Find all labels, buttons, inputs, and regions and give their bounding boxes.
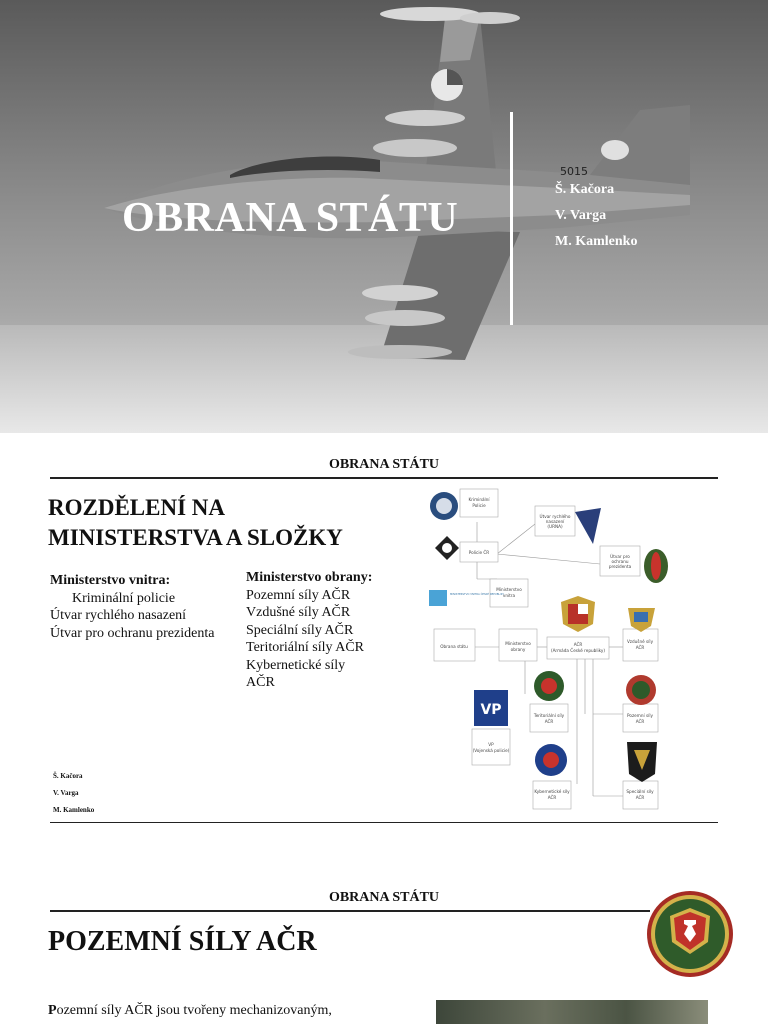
slide2-header: OBRANA STÁTU (328, 457, 440, 472)
box-ministerstvo-obrany: Ministerstvo (505, 641, 531, 646)
organization-diagram (425, 484, 675, 814)
box-teritorialni-sily: Teritoriální síly (533, 713, 565, 718)
vp-badge-text: VP (480, 702, 502, 718)
box-vzdusne-sily-2: AČR (635, 645, 645, 650)
box-urna-2: nasazení (545, 519, 565, 524)
interior-ministry-list (50, 572, 214, 642)
slide3-body-initial: P (48, 1003, 57, 1018)
pozemni-sily-badge-icon (646, 890, 734, 978)
slide2-title-line1: ROZDĚLENÍ NA (48, 495, 226, 520)
slide2-bottom-rule (50, 822, 718, 823)
box-ministerstvo-vnitra-2: vnitra (502, 593, 516, 598)
slide2-title-line2: MINISTERSTVA A SLOŽKY (48, 525, 343, 550)
slide3-header: OBRANA STÁTU (328, 890, 440, 905)
vzdusne-sily-emblem-icon (628, 608, 655, 632)
box-acr-2: (Armáda České republiky) (550, 648, 606, 653)
box-uop: Útvar pro (610, 554, 630, 559)
acr-coat-of-arms-icon (561, 596, 595, 632)
defense-item: Teritoriální síly AČR (246, 640, 365, 655)
author-3: M. Kamlenko (555, 234, 638, 249)
box-teritorialni-sily-2: AČR (544, 719, 554, 724)
box-kriminalni-policie: Kriminální (468, 497, 490, 502)
box-pozemni-sily-2: AČR (635, 719, 645, 724)
urna-emblem-icon (575, 508, 601, 544)
slide2-header-rule (50, 477, 718, 479)
footer-author-3: M. Kamlenko (53, 806, 95, 814)
ministerstvo-vnitra-logo-text: MINISTERSTVO VNITRA ČESKÉ REPUBLIKY (450, 593, 504, 596)
defense-item: Pozemní síly AČR (246, 587, 351, 603)
jet-number: 5015 (560, 165, 588, 178)
title-slide (0, 0, 768, 433)
pozemni-sily-emblem-icon (626, 675, 656, 705)
author-2: V. Varga (555, 208, 607, 223)
box-uop-3: prezidenta (608, 564, 632, 569)
box-ministerstvo-vnitra: Ministerstvo (496, 587, 522, 592)
defense-ministry-list (246, 569, 372, 692)
interior-item: Útvar rychlého nasazení (50, 608, 187, 623)
teritorialni-sily-emblem-icon (534, 671, 564, 701)
tank-photo (436, 1000, 708, 1024)
kyberneticke-sily-emblem-icon (535, 744, 567, 776)
box-uop-2: ochranu (611, 559, 629, 564)
specialni-sily-emblem-icon (627, 742, 657, 782)
box-vojenska-policie-2: (Vojenská policie) (472, 748, 510, 753)
box-specialni-sily: Speciální síly (626, 789, 654, 794)
box-urna-3: (URNA) (547, 524, 563, 529)
box-urna: Útvar rychlého (539, 514, 571, 519)
slide3-header-rule (50, 910, 650, 912)
box-kriminalni-policie-2: Policie (472, 503, 486, 508)
slide2-title (48, 493, 343, 553)
defense-item: Kybernetické síly (246, 657, 346, 673)
defense-item: Speciální síly AČR (246, 622, 354, 638)
interior-item: Kriminální policie (72, 590, 176, 606)
author-list (555, 182, 637, 260)
uop-emblem-icon (644, 549, 668, 583)
box-vzdusne-sily: Vzdušné síly (626, 639, 654, 644)
box-specialni-sily-2: AČR (635, 795, 645, 800)
box-kyberneticke-sily: Kybernetické síly (534, 789, 570, 794)
slide3-title: POZEMNÍ SÍLY AČR (48, 926, 317, 957)
defense-heading: Ministerstvo obrany: (246, 570, 373, 585)
box-obrana-statu: Obrana státu (440, 644, 468, 649)
box-vojenska-policie: VP (488, 742, 494, 747)
slide3-body-rest: ozemní síly AČR jsou tvořeny mechanizovaným, (56, 1003, 332, 1018)
box-acr: AČR (573, 642, 583, 647)
interior-item: Útvar pro ochranu prezidenta (50, 625, 215, 641)
title-divider (510, 112, 513, 325)
defense-item: AČR (246, 675, 275, 690)
interior-heading: Ministerstvo vnitra: (50, 573, 171, 588)
box-ministerstvo-obrany-2: obrany (510, 647, 526, 652)
slide3-body-text (48, 1003, 332, 1019)
author-1: Š. Kačora (555, 182, 615, 197)
box-policie-cr: Policie ČR (468, 550, 490, 555)
footer-author-2: V. Varga (53, 789, 79, 797)
box-pozemni-sily: Pozemní síly (627, 713, 653, 718)
box-kyberneticke-sily-2: AČR (547, 795, 557, 800)
vojenska-policie-badge-icon (474, 690, 508, 726)
footer-author-1: Š. Kačora (53, 772, 83, 780)
presentation-title: OBRANA STÁTU (122, 195, 459, 241)
defense-item: Vzdušné síly AČR (246, 605, 351, 620)
